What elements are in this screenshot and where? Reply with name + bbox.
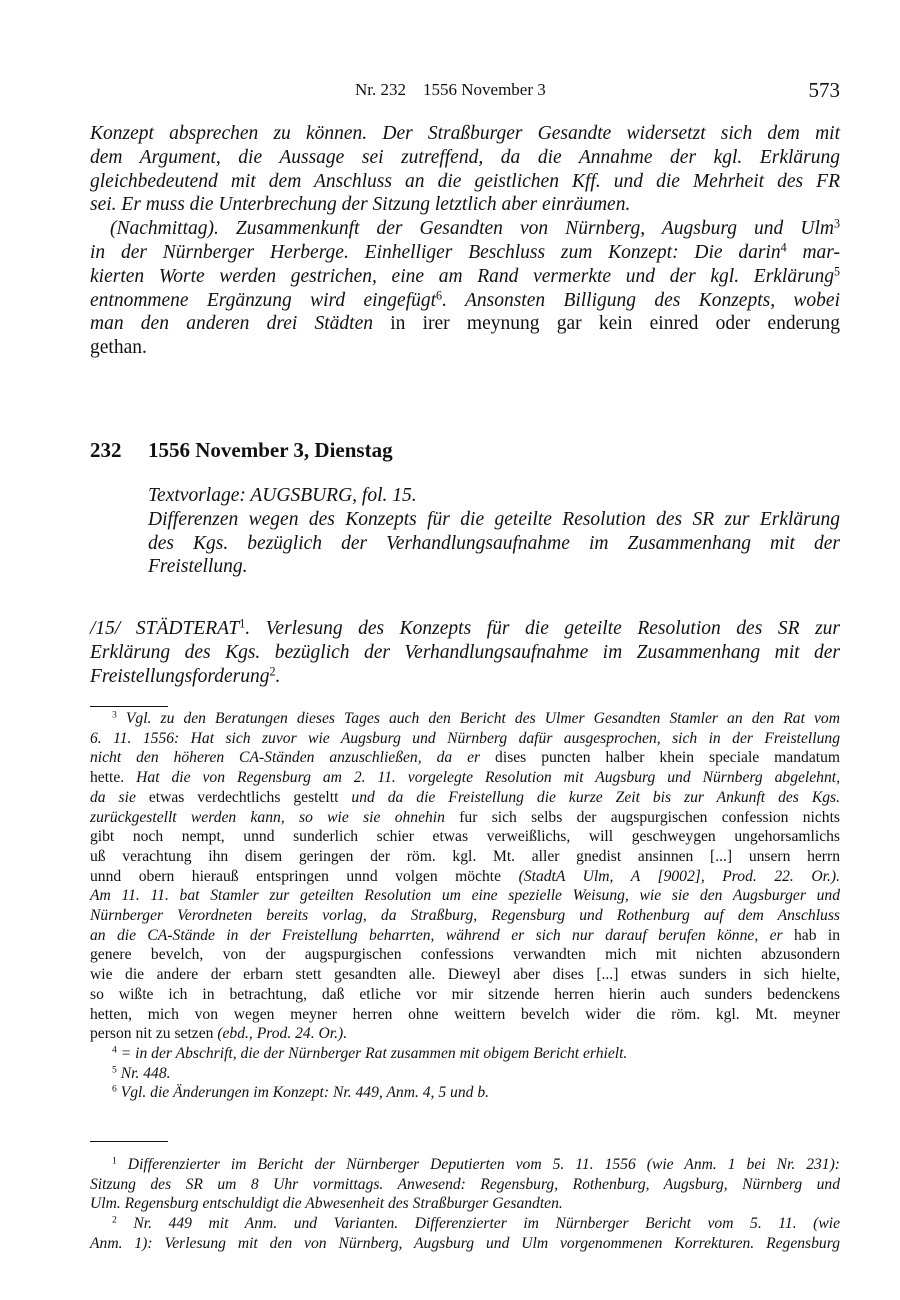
text-line	[90, 265, 840, 289]
text-segment: Freistellungsforderung	[90, 665, 270, 687]
text-line	[90, 808, 840, 828]
text-line	[90, 241, 840, 265]
text-segment: Nürnberger Verordneten bereits vorlag, da Straßburg, Regensburg und Rothenburg auf dem Anschluss	[90, 907, 840, 925]
text-segment: dises puncten halber khein speciale mandatum	[480, 749, 840, 767]
text-line	[90, 709, 840, 729]
footnote-marker: 3	[112, 709, 117, 721]
text-segment: etwas verdechtlichs gesteltt	[135, 788, 352, 806]
text-line	[90, 1214, 840, 1234]
footnote-divider	[90, 1141, 168, 1142]
text-segment: Differenzierter im Bericht der Nürnberger Deputierten vom 5. 11. 1556 (wie Anm. 1 bei Nr. 231):	[116, 1156, 840, 1173]
footnote-marker: 1	[112, 1155, 117, 1167]
text-segment: uß verachtung ihn disem geringen der röm. kgl. Mt. aller gnedist ansinnen [...] unsern herrn	[90, 847, 840, 865]
text-line	[90, 729, 840, 749]
text-segment: Sitzung des SR um 8 Uhr vormittags. Anwesend: Regensburg, Rothenburg, Augsburg, Nürnberg und	[90, 1175, 840, 1193]
text-segment: = in der Abschrift, die der Nürnberger Rat zusammen mit obigem Bericht erhielt.	[116, 1044, 628, 1062]
text-segment: in der Nürnberger Herberge. Einhelliger Beschluss zum Konzept: Die darin	[90, 241, 781, 263]
footnote-marker: 4	[780, 240, 787, 255]
text-line	[90, 289, 840, 313]
text-line	[90, 217, 840, 241]
text-line	[90, 1083, 840, 1103]
text-segment: unnd obern hierauß entspringen unnd volgen möchte	[90, 867, 519, 885]
text-segment: des Kgs. bezüglich der Verhandlungsaufnahme im Zusammenhang mit der	[148, 532, 840, 554]
footnote-marker: 2	[112, 1214, 117, 1226]
text-line	[148, 532, 840, 556]
text-segment: gleichbedeutend mit dem Anschluss an die geistlichen Kff. und die Mehrheit des FR	[90, 170, 840, 192]
text-segment: Hat die von Regensburg am 2. 11. vorgelegte Resolution mit Augsburg und Nürnberg abgelehnt,	[136, 769, 840, 787]
text-line	[90, 312, 840, 336]
text-segment: Vgl. zu den Beratungen dieses Tages auch den Bericht des Ulmer Gesandten Stamler an den Rat vom	[116, 710, 840, 727]
text-line	[90, 768, 840, 788]
text-segment: so wißte ich in betrachtung, daß etliche vor mir sitzende herren hierin auch sunders bedenckens	[90, 985, 840, 1003]
text-segment: Differenzen wegen des Konzepts für die geteilte Resolution des SR zur Erklärung	[148, 508, 840, 530]
continued-text	[90, 122, 840, 360]
text-line	[90, 886, 840, 906]
footnotes-numeric-upper	[90, 709, 840, 1103]
text-segment: . Verlesung des Konzepts für die geteilte Resolution des SR zur	[245, 618, 840, 639]
text-segment: /15/ STÄDTERAT	[90, 618, 240, 639]
text-segment: (Nachmittag). Zusammenkunft der Gesandten von Nürnberg, Augsburg und Ulm	[110, 218, 834, 240]
text-segment: gethan.	[90, 337, 147, 359]
text-segment: hab in	[782, 926, 840, 944]
text-segment: sei. Er muss die Unterbrechung der Sitzung letztlich aber einräumen.	[90, 194, 631, 216]
text-line	[90, 617, 840, 641]
text-line	[90, 122, 840, 146]
text-segment: Erklärung des Kgs. bezüglich der Verhandlungsaufnahme im Zusammenhang mit der	[90, 641, 840, 663]
text-line	[90, 985, 840, 1005]
text-line	[90, 170, 840, 194]
text-segment: zurückgestellt werden kann, so wie sie ohnehin	[90, 808, 445, 826]
text-line	[90, 945, 840, 965]
text-line	[90, 336, 840, 360]
text-segment: (ebd., Prod. 24. Or.).	[217, 1025, 348, 1043]
source-note	[148, 484, 840, 579]
text-line	[90, 847, 840, 867]
running-head: Nr. 232 1556 November 3	[355, 80, 546, 99]
document-number: 232	[90, 438, 122, 462]
text-segment: Textvorlage: AUGSBURG, fol. 15.	[148, 485, 417, 506]
text-line	[90, 1044, 840, 1064]
text-line	[90, 1005, 840, 1025]
text-segment: Anm. 1): Verlesung mit den von Nürnberg, Augsburg und Ulm vorgenommenen Korrekturen. Regensburg	[90, 1234, 840, 1252]
text-segment: person nit zu setzen	[90, 1025, 218, 1043]
text-line	[90, 193, 840, 217]
text-segment: dem Argument, die Aussage sei zutreffend, da die Annahme der kgl. Erklärung	[90, 146, 840, 168]
text-segment: in irer meynung gar kein einred oder enderung	[373, 313, 840, 335]
text-segment: Am 11. 11. bat Stamler zur geteilten Resolution um eine spezielle Weisung, wie sie den Augsburger und	[90, 887, 840, 905]
text-line	[90, 748, 840, 768]
text-line	[90, 906, 840, 926]
text-segment: Nr. 448.	[116, 1064, 171, 1082]
footnote-marker: 1	[239, 616, 246, 631]
text-segment: und da die Freistellung die kurze Zeit bis zur Ankunft des Kgs.	[351, 788, 840, 806]
text-segment: mar-	[786, 241, 840, 263]
footnote-divider	[90, 706, 168, 707]
text-segment: Nr. 449 mit Anm. und Varianten. Differenzierter im Nürnberger Bericht vom 5. 11. (wie	[116, 1215, 840, 1233]
footnote-marker: 6	[112, 1084, 117, 1096]
text-segment: Vgl. die Änderungen im Konzept: Nr. 449, Anm. 4, 5 und b.	[116, 1084, 490, 1102]
text-segment: (StadtA Ulm, A [9002], Prod. 22. Or.).	[518, 867, 840, 885]
document-date: 1556 November 3, Dienstag	[148, 438, 393, 462]
text-segment: Ulm. Regensburg entschuldigt die Abwesenheit des Straßburger Gesandten.	[90, 1195, 563, 1213]
text-line	[90, 665, 840, 689]
text-line	[90, 788, 840, 808]
text-line	[90, 1234, 840, 1254]
text-segment: entnommene Ergänzung wird eingefügt	[90, 289, 437, 311]
text-line	[90, 641, 840, 665]
text-line	[148, 555, 840, 579]
footnote-marker: 5	[833, 264, 840, 279]
text-line	[90, 146, 840, 170]
text-segment: nicht den höheren CA-Ständen anzuschließen, da er	[90, 749, 481, 767]
text-segment: .	[275, 665, 281, 687]
text-line	[90, 965, 840, 985]
text-segment: genere bevelch, von der augspurgischen confessions verwandten mich mit nichten abzusondern	[90, 946, 840, 964]
text-segment: Konzept absprechen zu können. Der Straßburger Gesandte widersetzt sich dem mit	[90, 123, 840, 144]
text-segment: hetten, mich von wegen meyner herren ohne weittern bevelch wider die röm. kgl. Mt. meyner	[90, 1005, 840, 1023]
footnote-marker: 5	[112, 1064, 117, 1076]
text-segment: wie die andere der erbarn stett gesandten alle. Dieweyl aber dises [...] etwas sunders in sich hielte,	[90, 966, 840, 984]
text-segment: gibt noch nempt, unnd sunderlich schier etwas verweißlichs, will geschweygen ungehorsamlichs	[90, 828, 840, 846]
text-segment: da sie	[90, 788, 136, 806]
footnote-marker: 6	[436, 287, 443, 302]
text-line	[90, 926, 840, 946]
text-line	[90, 1064, 840, 1084]
text-segment: Freistellung.	[148, 556, 248, 578]
text-line	[90, 827, 840, 847]
text-line	[90, 867, 840, 887]
page-number: 573	[808, 78, 840, 102]
text-segment: an die CA-Stände in der Freistellung beharrten, während er sich nur darauf berufen könne, er	[90, 926, 783, 944]
text-line	[148, 484, 840, 508]
document-body	[90, 617, 840, 688]
text-segment: man den anderen drei Städten	[90, 313, 373, 335]
footnote-marker: 4	[112, 1044, 117, 1056]
text-segment: kierten Worte werden gestrichen, eine am Rand vermerkte und der kgl. Erklärung	[90, 265, 834, 287]
footnotes-numeric-lower	[90, 1155, 840, 1254]
footnote-marker: 3	[833, 216, 840, 231]
text-segment: . Ansonsten Billigung des Konzepts, wobei	[442, 289, 840, 311]
text-line	[90, 1024, 840, 1044]
text-line	[148, 508, 840, 532]
text-line	[90, 1155, 840, 1175]
text-segment: 6. 11. 1556: Hat sich zuvor wie Augsburg und Nürnberg dafür ausgesprochen, sich in der Freistellung	[90, 729, 840, 747]
text-line	[90, 1194, 840, 1214]
text-segment: fur sich selbs der augspurgischen confession nichts	[444, 808, 840, 826]
text-line	[90, 1175, 840, 1195]
document-heading	[90, 438, 393, 463]
footnote-marker: 2	[269, 663, 276, 678]
text-segment: hette.	[90, 769, 137, 787]
